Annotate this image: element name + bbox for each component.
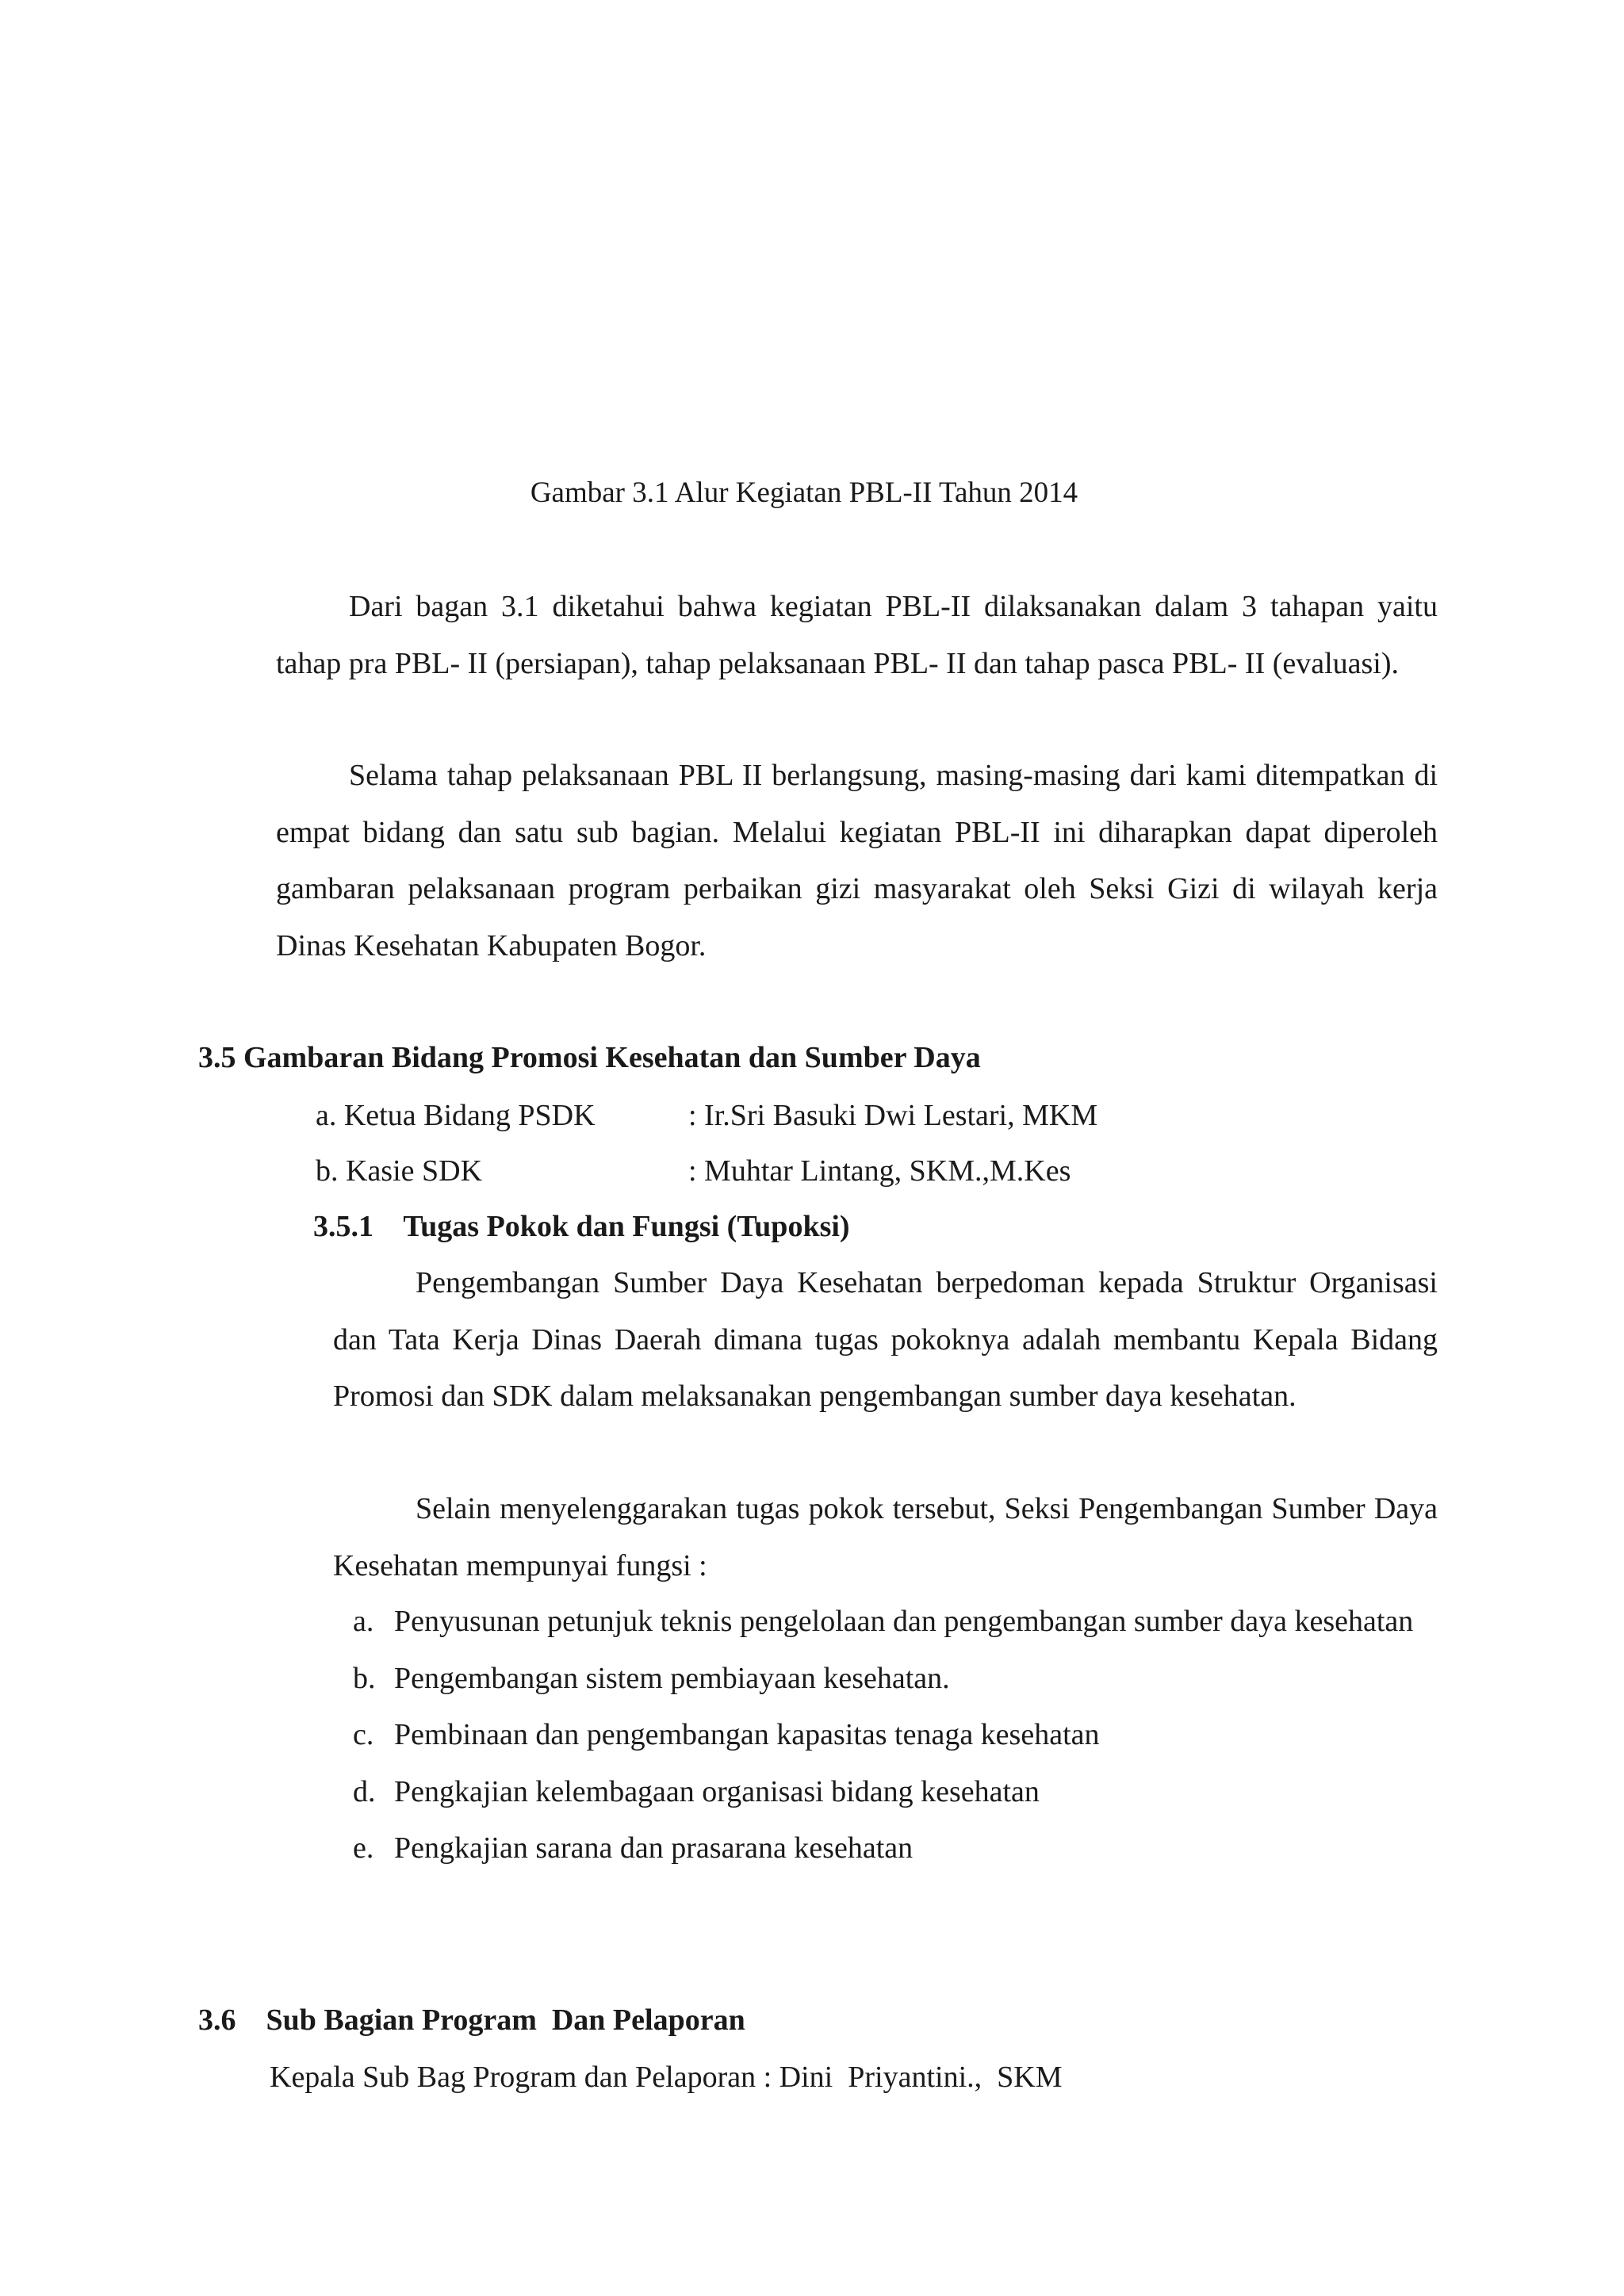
list-marker: b. — [353, 1661, 376, 1695]
list-item-text: Pengkajian sarana dan prasarana kesehatan — [394, 1831, 914, 1865]
list-marker: e. — [353, 1831, 374, 1865]
list-marker: c. — [353, 1718, 374, 1751]
subsection-3-5-1-heading: 3.5.1 Tugas Pokok dan Fungsi (Tupoksi) — [313, 1210, 850, 1243]
sub-bag-head-line: Kepala Sub Bag Program dan Pelaporan : Dini Priyantini., SKM — [270, 2061, 1063, 2094]
intro-paragraph-1: Dari bagan 3.1 diketahui bahwa kegiatan PBL-II dilaksanakan dalam 3 tahapan yaitu tahap pra PBL- II (persiapan), tahap pelaksanaan PBL- II dan tahap pasca PBL- II (evaluasi). — [276, 590, 1438, 680]
official-value: : Ir.Sri Basuki Dwi Lestari, MKM — [688, 1099, 1098, 1132]
list-item — [353, 1651, 1435, 1708]
list-item — [353, 1764, 1435, 1821]
list-item-text: Pengembangan sistem pembiayaan kesehatan. — [394, 1661, 950, 1695]
tupoksi-paragraph-2: Selain menyelenggarakan tugas pokok tersebut, Seksi Pengembangan Sumber Daya Kesehatan mempunyai fungsi : — [333, 1492, 1438, 1582]
functions-list — [353, 1594, 1435, 1877]
tupoksi-paragraph-1: Pengembangan Sumber Daya Kesehatan berpedoman kepada Struktur Organisasi dan Tata Kerja Dinas Daerah dimana tugas pokoknya adalah membantu Kepala Bidang Promosi dan SDK dalam melaksanakan pengembangan sumber daya kesehatan. — [333, 1266, 1438, 1413]
intro-paragraph-2: Selama tahap pelaksanaan PBL II berlangsung, masing-masing dari kami ditempatkan di empat bidang dan satu sub bagian. Melalui kegiatan PBL-II ini diharapkan dapat diperoleh gambaran pelaksanaan program perbaikan gizi masyarakat oleh Seksi Gizi di wilayah kerja Dinas Kesehatan Kabupaten Bogor. — [276, 759, 1438, 962]
list-item-text: Pembinaan dan pengembangan kapasitas tenaga kesehatan — [394, 1718, 1100, 1751]
section-3-6-heading: 3.6 Sub Bagian Program Dan Pelaporan — [198, 2003, 745, 2037]
official-value: : Muhtar Lintang, SKM.,M.Kes — [688, 1154, 1071, 1188]
list-item-text: Pengkajian kelembagaan organisasi bidang kesehatan — [394, 1774, 1040, 1808]
list-marker: d. — [353, 1774, 376, 1808]
figure-caption: Gambar 3.1 Alur Kegiatan PBL-II Tahun 2014 — [530, 476, 1078, 509]
list-item-text: Penyusunan petunjuk teknis pengelolaan dan pengembangan sumber daya kesehatan — [394, 1605, 1414, 1638]
official-label: b. Kasie SDK — [316, 1154, 483, 1188]
list-marker: a. — [353, 1605, 374, 1638]
official-row-kasie — [316, 1154, 1188, 1193]
section-3-5-heading: 3.5 Gambaran Bidang Promosi Kesehatan dan Sumber Daya — [198, 1041, 981, 1074]
list-item — [353, 1594, 1435, 1651]
list-item — [353, 1820, 1435, 1877]
official-label: a. Ketua Bidang PSDK — [316, 1099, 596, 1132]
official-row-ketua — [316, 1098, 1188, 1138]
list-item — [353, 1707, 1435, 1764]
